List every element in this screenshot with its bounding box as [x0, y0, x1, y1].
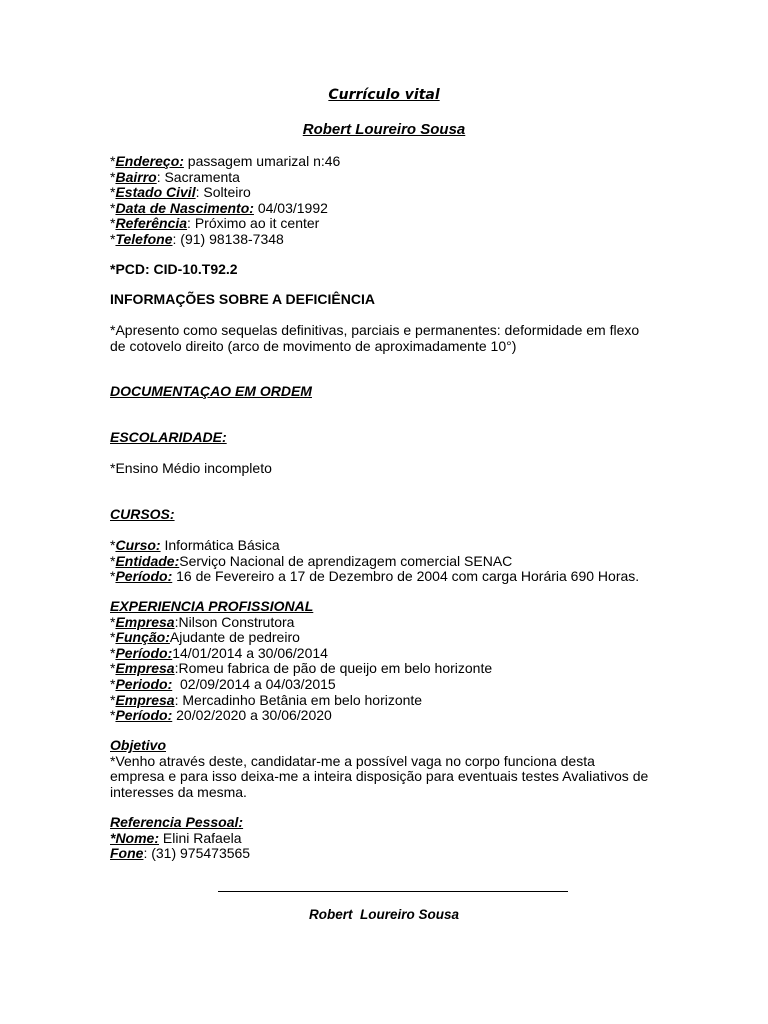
objective-section [110, 738, 670, 800]
bullet: * [110, 199, 116, 216]
experience-line [110, 615, 670, 631]
personal-reference-section [110, 815, 670, 862]
reference-point-line [110, 216, 670, 232]
bullet: * [110, 552, 116, 569]
institution-line [110, 554, 670, 570]
reference-point-label: Referência [115, 215, 188, 232]
reference-phone-value: : (31) 975473565 [143, 845, 251, 862]
experience-label: Empresa [115, 613, 175, 630]
course-period-line [110, 569, 670, 585]
experience-value: 14/01/2014 a 30/06/2014 [172, 644, 328, 661]
experience-value: Mercadinho Betânia em belo horizonte [178, 691, 423, 708]
document-title: Currículo vital [328, 87, 440, 103]
experience-line [110, 646, 670, 662]
objective-text-line: empresa e para isso deixa-me a inteira disposição para eventuais testes Avaliativos de [110, 768, 649, 785]
courses-heading: CURSOS: [110, 506, 175, 522]
address-value: passagem umarizal n:46 [183, 153, 341, 169]
education-heading: ESCOLARIDADE: [110, 429, 227, 445]
experience-line [110, 661, 670, 677]
bullet: * [110, 707, 116, 724]
separator: : [187, 215, 191, 232]
signature-name: Robert Loureiro Sousa [308, 907, 460, 922]
deficiency-heading: INFORMAÇÕES SOBRE A DEFICIÊNCIA [110, 291, 375, 307]
deficiency-text-line: de cotovelo direito (arco de movimento de aproximadamente 10°) [110, 337, 517, 354]
deficiency-text-line: *Apresento como sequelas definitivas, parciais e permanentes: deformidade em flexo [110, 322, 640, 338]
experience-value: Romeu fabrica de pão de queijo em belo horizonte [178, 660, 493, 677]
birth-date-label: Data de Nascimento: [115, 199, 254, 216]
experience-label: Empresa [115, 691, 175, 708]
reference-phone-line [110, 846, 670, 862]
bullet: * [110, 675, 116, 692]
bullet: * [110, 691, 116, 708]
institution-label: Entidade: [115, 552, 180, 569]
experience-label: Empresa [115, 660, 175, 677]
separator: : [172, 230, 177, 247]
bullet: * [110, 568, 116, 585]
personal-info [110, 154, 670, 248]
separator: : [174, 613, 179, 630]
experience-heading: EXPERIENCIA PROFISSIONAL [110, 598, 314, 614]
bullet: * [110, 537, 116, 553]
birth-date-value: 04/03/1992 [253, 199, 328, 216]
neighborhood-label: Bairro [115, 168, 157, 185]
experience-section [110, 599, 670, 724]
reference-name-value: Elini Rafaela [159, 829, 242, 846]
marital-status-value: Solteiro [199, 184, 251, 201]
experience-label: Período: [115, 707, 173, 724]
address-label: Endereço: [115, 153, 184, 169]
address-line [110, 154, 670, 170]
reference-name-line [110, 831, 670, 847]
phone-line [110, 232, 670, 248]
bullet: * [110, 613, 116, 630]
objective-heading: Objetivo [110, 737, 167, 753]
marital-status-label: Estado Civil [115, 184, 196, 201]
experience-value: 02/09/2014 a 04/03/2015 [172, 675, 336, 692]
experience-value: Ajudante de pedreiro [169, 629, 300, 646]
course-line [110, 538, 670, 554]
neighborhood-value: Sacramenta [160, 168, 240, 185]
phone-label: Telefone [115, 230, 173, 247]
reference-phone-label: Fone [110, 845, 144, 862]
bullet: * [110, 215, 116, 232]
marital-status-line [110, 185, 670, 201]
institution-value: Serviço Nacional de aprendizagem comercial SENAC [179, 552, 513, 569]
deficiency-text [110, 323, 670, 354]
bullet: * [110, 168, 116, 185]
documentation-heading: DOCUMENTAÇAO EM ORDEM [110, 383, 312, 399]
bullet: * [110, 230, 116, 247]
separator: : [174, 660, 179, 677]
bullet: * [110, 660, 116, 677]
objective-text-line: *Venho através deste, candidatar-me a possível vaga no corpo funciona desta [110, 752, 595, 769]
separator: : [174, 691, 179, 708]
course-period-label: Período: [115, 568, 173, 585]
experience-value: 20/02/2020 a 30/06/2020 [172, 707, 332, 724]
reference-point-value: Próximo ao it center [190, 215, 320, 232]
course-label: Curso: [115, 537, 161, 553]
personal-reference-heading: Referencia Pessoal: [110, 814, 244, 830]
experience-value: Nilson Construtora [178, 613, 295, 630]
separator: : [195, 184, 200, 201]
separator: : [156, 168, 161, 185]
bullet: * [110, 153, 116, 169]
neighborhood-line [110, 170, 670, 186]
bullet: * [110, 644, 116, 661]
signature-line [218, 891, 568, 892]
pcd-line: *PCD: CID-10.T92.2 [110, 261, 238, 277]
phone-value: (91) 98138-7348 [176, 230, 284, 247]
experience-line [110, 677, 670, 693]
objective-text-line: interesses da mesma. [110, 783, 247, 800]
courses-list [110, 538, 670, 585]
birth-date-line [110, 201, 670, 217]
bullet: * [110, 629, 116, 646]
course-period-value: 16 de Fevereiro a 17 de Dezembro de 2004 com carga Horária 690 Horas. [172, 568, 640, 585]
experience-line [110, 630, 670, 646]
experience-label: Periodo: [115, 675, 173, 692]
experience-label: Período: [115, 644, 173, 661]
bullet: * [110, 184, 116, 201]
education-item: *Ensino Médio incompleto [110, 460, 272, 476]
experience-line [110, 708, 670, 724]
experience-line [110, 693, 670, 709]
course-value: Informática Básica [160, 537, 280, 553]
experience-label: Função: [115, 629, 170, 646]
candidate-name: Robert Loureiro Sousa [302, 121, 466, 138]
reference-name-label: *Nome: [110, 829, 160, 846]
